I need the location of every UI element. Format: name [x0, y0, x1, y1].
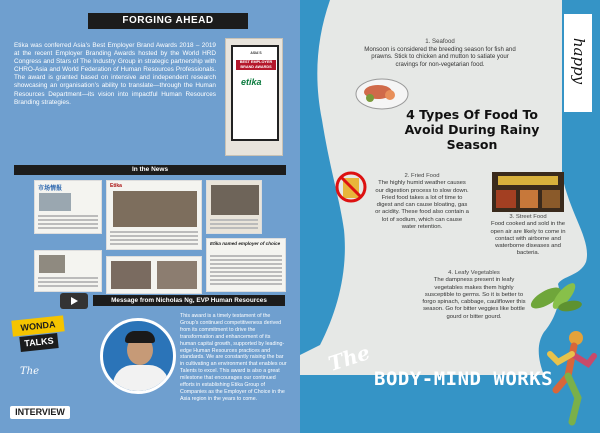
- wonda-talks-badge: [6, 318, 70, 426]
- food-title: 2. Fried Food: [404, 173, 440, 179]
- happy-text: happy: [570, 37, 588, 85]
- message-paragraph: This award is a timely testament of the Group's continued competitiveness derived from its commitment to drive the transformation and enhancement of its human capital growth, supported by leading-edge Human Resources practices and standards. We are constantly raising the bar in cultivating an environment that enables our Talents to excel. This award is also a great milestone that encourages our continued efforts in establishing Etika Group of Companies as the Employer of Choice in the Asia region in the years to come.: [180, 313, 287, 402]
- message-section-title: Message from Nicholas Ng, EVP Human Resources: [93, 295, 285, 306]
- award-plaque-ribbon: BEST EMPLOYER BRAND AWARDS: [236, 60, 276, 70]
- news-clipping: [34, 250, 102, 292]
- food-text: Food cooked and sold in the open air are likely to come in contact with airborne and waterborne diseases and bacteria.: [490, 221, 566, 257]
- section-title: FORGING AHEAD: [88, 13, 248, 29]
- food-item-seafood: [362, 38, 518, 68]
- clip-photo: [113, 191, 197, 227]
- no-fried-food-icon: [334, 170, 368, 204]
- street-food-photo: [492, 172, 564, 212]
- news-clipping: [206, 238, 286, 292]
- news-section-title: In the News: [14, 165, 286, 175]
- clip-headline: 市场情报: [38, 186, 63, 192]
- clip-photo: [39, 193, 71, 211]
- seafood-plate-icon: [354, 70, 410, 112]
- award-plaque-frame: [231, 45, 279, 141]
- clip-photo: [39, 255, 65, 273]
- badge-wonda: WONDA: [11, 315, 64, 336]
- food-text: The highly humid weather causes our digestion process to slow down. Fried food takes a lot of time to digest and can cause bloating, gas or acidity. These food also contain a lot of sodium, which can cause water retention.: [375, 180, 469, 231]
- food-item-fried: [374, 173, 470, 231]
- body-mind-works-banner: [320, 340, 560, 420]
- play-icon[interactable]: [60, 293, 88, 309]
- right-page: [300, 0, 600, 433]
- food-item-leafy: [422, 270, 526, 321]
- food-title: 1. Seafood: [425, 38, 455, 45]
- portrait-photo: [100, 318, 176, 394]
- happy-label: [564, 14, 592, 112]
- clip-headline: Etika named employer of choice: [210, 241, 281, 246]
- food-text: Monsoon is considered the breeding season for fish and prawns. Stick to chicken and mutton to satiate your cravings for non-vegetarian food.: [364, 45, 516, 68]
- food-title: 3. Street Food: [509, 214, 547, 220]
- food-item-street: [484, 214, 572, 258]
- banner-title: BODY-MIND WORKS: [374, 368, 554, 390]
- award-plaque-heading: ASIA'S: [250, 51, 262, 55]
- badge-interview: INTERVIEW: [10, 406, 70, 419]
- clip-headline: Etika: [110, 183, 122, 189]
- clip-photo: [111, 261, 151, 289]
- award-plaque-photo: [225, 38, 283, 156]
- food-title: 4. Leafy Vegetables: [448, 270, 500, 276]
- news-clipping: [106, 256, 202, 294]
- food-text: The dampness present in leafy vegetables makes them highly susceptible to germs. So it is better to forgo spinach, cabbage, cauliflower this season. Go for bitter veggies like bottle gourd or bitter gourd.: [422, 277, 526, 320]
- news-clipping: [106, 180, 202, 250]
- news-clipping: [206, 180, 262, 234]
- main-title: 4 Types Of Food To Avoid During Rainy Season: [404, 107, 540, 152]
- clip-photo: [211, 185, 259, 215]
- bitter-gourd-icon: [526, 272, 584, 316]
- clip-photo: [157, 261, 197, 289]
- etika-logo: etika: [241, 77, 262, 87]
- badge-talks: TALKS: [19, 333, 58, 352]
- badge-the: The: [20, 366, 40, 377]
- runner-figure-icon: [542, 328, 598, 428]
- news-clipping: [34, 180, 102, 234]
- banner-the: The: [325, 340, 373, 376]
- intro-paragraph: Etika was conferred Asia’s Best Employer Brand Awards 2018 – 2019 at the recent Employer Branding Awards hosted by the World HRD Congress and Stars of The Industry Group in strategic partnership with CHRO-Asia and World Federation of Human Resources Professionals. The award is granted based on intensive and independent research showcasing an organisation’s ability to translate—through the Human Resources Department—its vision into impactful Human Resources Branding strategies.: [14, 42, 216, 106]
